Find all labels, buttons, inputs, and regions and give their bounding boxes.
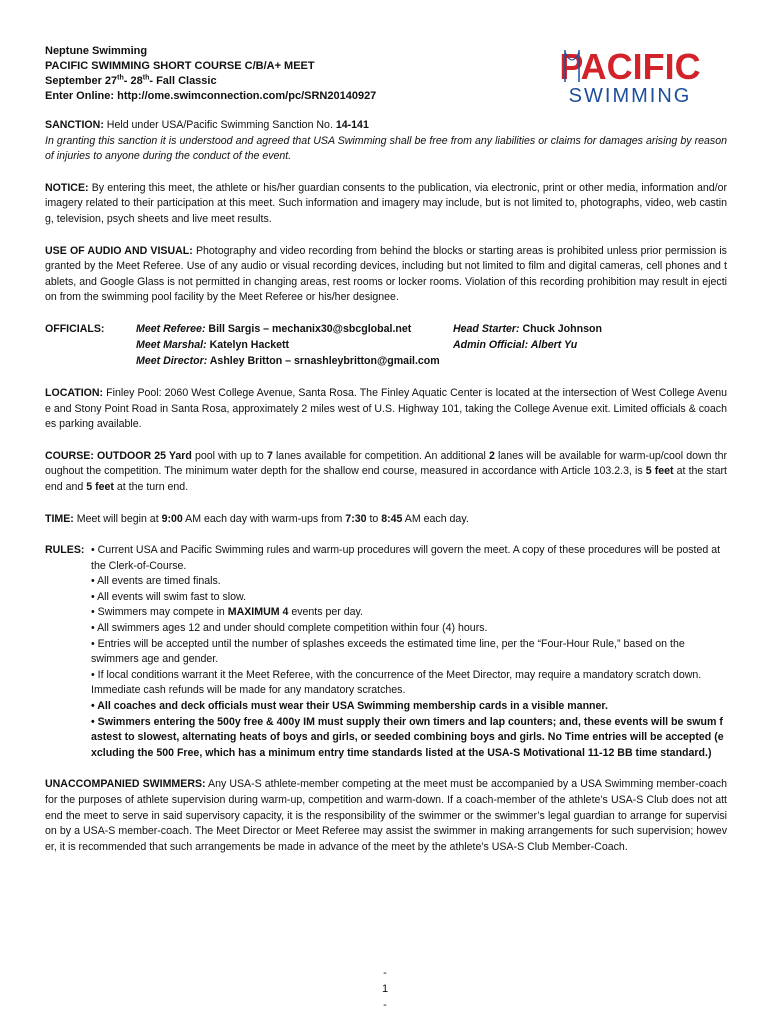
rules-list — [45, 543, 727, 761]
list-item: • All events will swim fast to slow. — [91, 590, 247, 603]
sanction-label: SANCTION: — [45, 119, 104, 131]
list-item: • All events are timed finals. — [91, 575, 221, 588]
document-page — [45, 44, 727, 855]
logo-top-text: PACIFIC — [559, 46, 701, 87]
officials-section — [45, 322, 727, 370]
meet-referee: Meet Referee: Bill Sargis – mechanix30@sbcglobal.net — [136, 322, 412, 335]
admin-official: Admin Official: Albert Yu — [453, 338, 578, 351]
officials-label: OFFICIALS: — [45, 322, 105, 335]
meet-title: PACIFIC SWIMMING SHORT COURSE C/B/A+ MEET — [45, 60, 315, 72]
list-item: • Swimmers may compete in MAXIMUM 4 events per day. — [91, 606, 363, 619]
enter-online-link[interactable]: Enter Online: http://ome.swimconnection.com/pc/SRN20140927 — [45, 90, 377, 102]
rules-section — [45, 543, 727, 761]
rules-label: RULES: — [45, 544, 85, 557]
course-label: COURSE: OUTDOOR 25 Yard — [45, 449, 192, 462]
meet-marshal: Meet Marshal: Katelyn Hackett — [136, 338, 290, 351]
list-item: • Swimmers entering the 500y free & 400y IM must supply their own timers and lap counters; and, these events will be swum fastest to slowest, alternating heats of boys and girls, or seeded combining boys and girls. No Time entries will be accepted (excluding the 500 Free, which has a minimum entry time standards listed at the USA-S Motivational 11-12 BB time standard.) — [91, 715, 724, 759]
location-label: LOCATION: — [45, 386, 104, 399]
unaccompanied-section: UNACCOMPANIED SWIMMERS: Any USA-S athlete-member competing at the meet must be accompanied by a USA Swimming member-coach for the purposes of athlete supervision during warm-up, competition and warm-down. If a coach-member of the athlete’s USA-S Club does not attend the meet to serve in said supervisory capacity, it is the responsibility of the swimmer or the swimmer’s legal guardian to arrange for supervision by a USA-S member-coach. The Meet Director or Meet Referee may assist the swimmer in making arrangements for such supervision; however, it is recommended that such arrangements be made in advance of the meet by the athlete’s USA-S Club Member-Coach. — [45, 778, 727, 853]
page-number: - 1 - — [381, 967, 389, 1011]
meet-dates: September 27th- 28th- Fall Classic — [45, 74, 217, 87]
course-section: COURSE: OUTDOOR 25 Yard pool with up to 7 lanes available for competition. An additional 2 lanes will be available for warm-up/cool down throughout the competition. The minimum water depth for the shallow end course, measured in accordance with Article 103.2.3, is 5 feet at the start end and 5 feet at the turn end. — [45, 449, 728, 493]
list-item: • All swimmers ages 12 and under should complete competition within four (4) hours. — [91, 622, 488, 635]
sanction-section: SANCTION: Held under USA/Pacific Swimming Sanction No. 14-141 In granting this sanction it is understood and agreed that USA Swimming shall be free from any liabilities or claims for damages arising by reason of injuries to anyone during the conduct of the event. — [45, 119, 727, 163]
location-section: LOCATION: Finley Pool: 2060 West College Avenue, Santa Rosa. The Finley Aquatic Center is located at the intersection of West College Avenue and Stony Point Road in Santa Rosa, approximately 2 miles west of U.S. Highway 101, taking the College Avenue exit. Limited officials & coaches parking available. — [45, 386, 727, 431]
audio-visual-section: USE OF AUDIO AND VISUAL: Photography and video recording from behind the blocks or starting areas is prohibited unless prior permission is granted by the Meet Referee. Use of any audio or visual recording devices, including but not limited to film and digital cameras, cell phones and tablets, and Google Glass is not permitted in changing areas, rest rooms or locker rooms. Violation of this recording prohibition may result in ejection from the swimming pool facility by the Meet Referee or his/her designee. — [45, 244, 727, 304]
logo-bottom-text: SWIMMING — [568, 85, 692, 106]
org-name: Neptune Swimming — [45, 45, 148, 57]
list-item: • All coaches and deck officials must wear their USA Swimming membership cards in a visible manner. — [91, 700, 608, 713]
time-section: TIME: Meet will begin at 9:00 AM each day with warm-ups from 7:30 to 8:45 AM each day. — [45, 512, 469, 525]
list-item: • Current USA and Pacific Swimming rules and warm-up procedures will govern the meet. A copy of these procedures will be posted at the Clerk-of-Course. — [91, 544, 721, 572]
time-label: TIME: — [45, 512, 74, 525]
sanction-disclaimer: In granting this sanction it is understood and agreed that USA Swimming shall be free from any liabilities or claims for damages arising by reason of injuries to anyone during the conduct of the event. — [45, 134, 727, 163]
audio-visual-label: USE OF AUDIO AND VISUAL: — [45, 244, 193, 257]
head-starter: Head Starter: Chuck Johnson — [453, 322, 602, 335]
unaccompanied-label: UNACCOMPANIED SWIMMERS: — [45, 778, 206, 791]
notice-section: NOTICE: By entering this meet, the athlete or his/her guardian consents to the publication, via electronic, print or other media, information and/or imagery related to their participation at this meet. Such information and imagery may include, but is not limited to, photographs, video, web casting, television, psych sheets and live meet results. — [45, 181, 727, 225]
list-item: • Entries will be accepted until the number of splashes exceeds the estimated time line, per the “Four-Hour Rule,” based on the swimmers age and gender. — [91, 637, 685, 666]
sanction-number: 14-141 — [335, 119, 369, 131]
notice-label: NOTICE: — [45, 181, 89, 194]
meet-director: Meet Director: Ashley Britton – srnashleybritton@gmail.com — [136, 354, 440, 367]
meet-header — [45, 44, 727, 104]
list-item: • If local conditions warrant it the Meet Referee, with the concurrence of the Meet Director, may require a mandatory scratch down. Immediate cash refunds will be made for any mandatory scratches. — [91, 668, 702, 697]
